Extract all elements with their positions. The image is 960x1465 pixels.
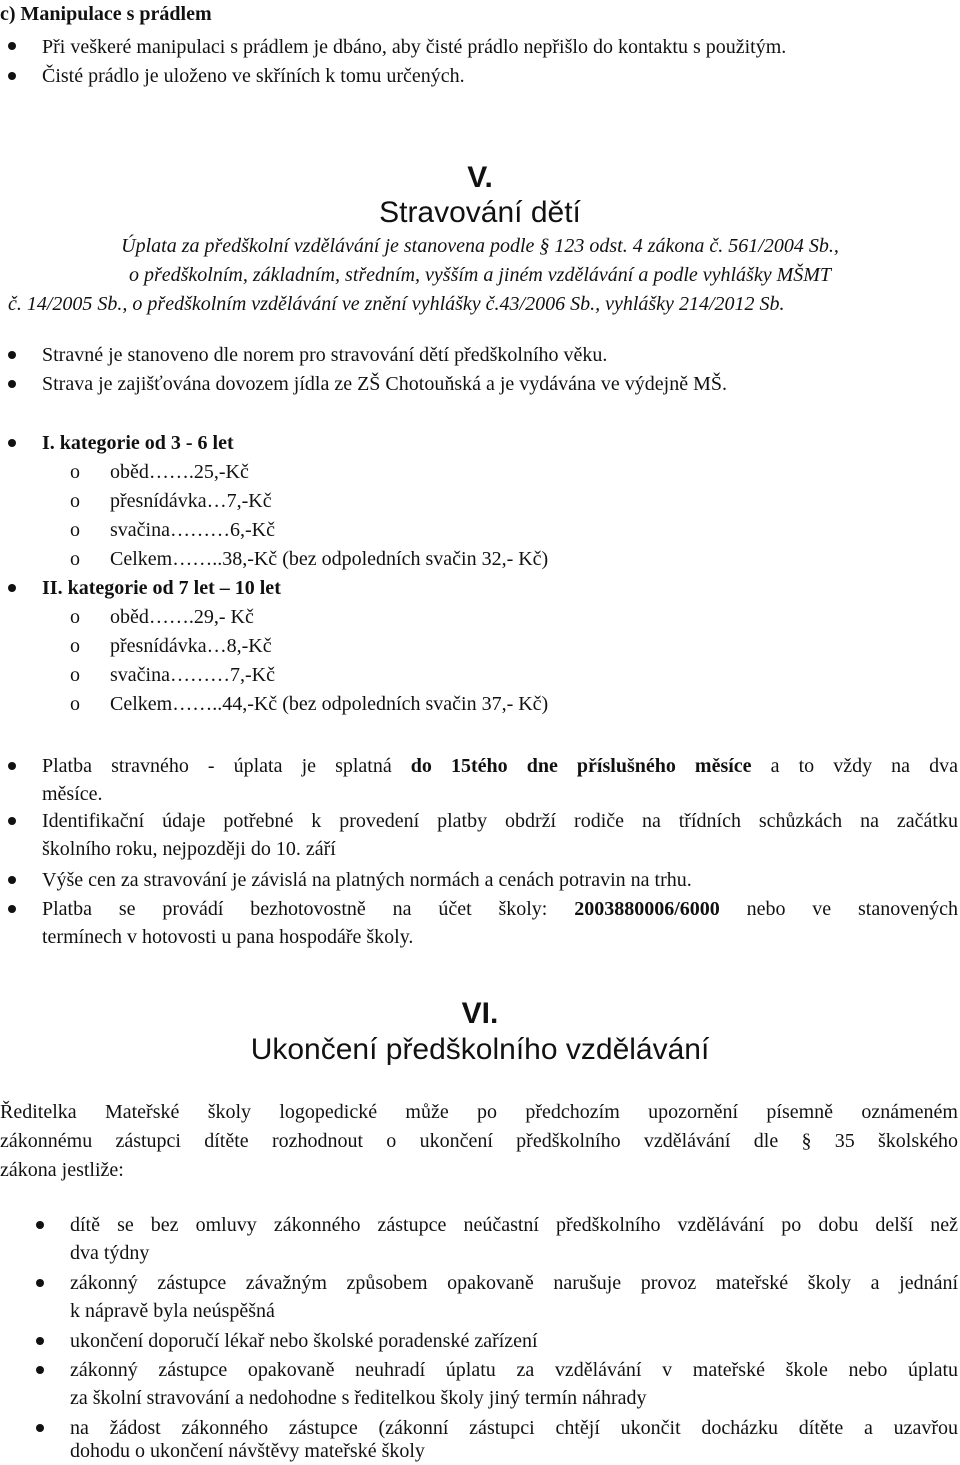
- legal-basis-line: č. 14/2005 Sb., o předškolním vzdělávání ve znění vyhlášky č.43/2006 Sb., vyhlášky 214/2012 Sb.: [8, 293, 785, 315]
- section-5-title: Stravování dětí: [379, 196, 581, 229]
- price-row: svačina………6,-Kč: [110, 519, 275, 541]
- bullet: [8, 817, 16, 825]
- bullet: [8, 876, 16, 884]
- bullet: [36, 1337, 44, 1345]
- bullet: [8, 584, 16, 592]
- sub-bullet: o: [70, 664, 80, 686]
- section-6-title: Ukončení předškolního vzdělávání: [250, 1033, 710, 1066]
- price-row: svačina………7,-Kč: [110, 664, 275, 686]
- termination-condition: na žádost zákonného zástupce (zákonní zástupci chtějí ukončit docházku dítěte a uzavřou: [70, 1417, 958, 1439]
- price-row: oběd…….29,- Kč: [110, 606, 254, 628]
- legal-basis-line: o předškolním, základním, středním, vyšším a jiném vzdělávání a podle vyhlášky MŠMT: [128, 264, 832, 286]
- bank-payment-text: Platba se provádí bezhotovostně na účet školy: 2003880006/6000 nebo ve stanovených: [42, 898, 958, 920]
- sub-bullet: o: [70, 490, 80, 512]
- termination-condition: zákonný zástupce opakovaně neuhradí úplatu za vzdělávání v mateřské škole nebo úplatu: [70, 1359, 958, 1381]
- identification-text: Identifikační údaje potřebné k provedení platby obdrží rodiče na třídních schůzkách na začátku: [42, 810, 958, 832]
- sub-bullet: o: [70, 519, 80, 541]
- termination-condition: ukončení doporučí lékař nebo školské poradenské zařízení: [70, 1330, 538, 1352]
- termination-condition: dítě se bez omluvy zákonného zástupce neúčastní předškolního vzdělávání po dobu delší než: [70, 1214, 958, 1236]
- termination-condition-cont: dva týdny: [70, 1242, 150, 1264]
- list-item: Při veškeré manipulaci s prádlem je dbáno, aby čisté prádlo nepřišlo do kontaktu s použitým.: [42, 36, 787, 58]
- price-note: Výše cen za stravování je závislá na platných normách a cenách potravin na trhu.: [42, 869, 692, 891]
- legal-basis-line: Úplata za předškolní vzdělávání je stanovena podle § 123 odst. 4 zákona č. 561/2004 Sb.,: [121, 235, 839, 257]
- bullet: [8, 762, 16, 770]
- bullet: [36, 1221, 44, 1229]
- bank-payment-text-cont: termínech v hotovosti u pana hospodáře školy.: [42, 926, 414, 948]
- bullet: [8, 351, 16, 359]
- price-row: přesnídávka…8,-Kč: [110, 635, 272, 657]
- termination-condition: zákonný zástupce závažným způsobem opakovaně narušuje provoz mateřské školy a jednání: [70, 1272, 958, 1294]
- termination-condition-cont: dohodu o ukončení návštěvy mateřské školy: [70, 1440, 425, 1462]
- bullet: [8, 72, 16, 80]
- bullet: [8, 439, 16, 447]
- section-c-heading: c) Manipulace s prádlem: [0, 3, 212, 25]
- termination-condition-cont: k nápravě byla neúspěšná: [70, 1300, 275, 1322]
- sub-bullet: o: [70, 548, 80, 570]
- bullet: [36, 1279, 44, 1287]
- price-total-row: Celkem……..44,-Kč (bez odpoledních svačin 37,- Kč): [110, 693, 549, 715]
- intro-paragraph-line: zákona jestliže:: [0, 1159, 124, 1181]
- payment-deadline: do 15tého dne příslušného měsíce: [410, 755, 752, 777]
- sub-bullet: o: [70, 693, 80, 715]
- intro-paragraph-line: Ředitelka Mateřské školy logopedické může po předchozím upozornění písemně oznámeném: [0, 1101, 958, 1123]
- list-item: Čisté prádlo je uloženo ve skříních k tomu určených.: [42, 65, 465, 87]
- intro-paragraph-line: zákonnému zástupci dítěte rozhodnout o ukončení předškolního vzdělávání dle § 35 školského: [0, 1130, 958, 1152]
- bullet: [36, 1424, 44, 1432]
- termination-condition-cont: za školní stravování a nedohodne s ředitelkou školy jiný termín náhrady: [70, 1387, 647, 1409]
- section-5-number: V.: [467, 161, 493, 194]
- category-2-title: II. kategorie od 7 let – 10 let: [42, 577, 281, 599]
- bullet: [8, 42, 16, 50]
- identification-text-cont: školního roku, nejpozději do 10. září: [42, 838, 336, 860]
- list-item: Strava je zajišťována dovozem jídla ze ZŠ Chotouňská a je vydávána ve výdejně MŠ.: [42, 373, 728, 395]
- bullet: [8, 380, 16, 388]
- price-row: přesnídávka…7,-Kč: [110, 490, 272, 512]
- category-1-title: I. kategorie od 3 - 6 let: [42, 432, 234, 454]
- price-row: oběd…….25,-Kč: [110, 461, 249, 483]
- bullet: [8, 905, 16, 913]
- payment-text-cont: měsíce.: [42, 783, 103, 805]
- account-number: 2003880006/6000: [574, 898, 720, 920]
- sub-bullet: o: [70, 606, 80, 628]
- section-6-number: VI.: [461, 997, 499, 1030]
- bullet: [36, 1366, 44, 1374]
- list-item: Stravné je stanoveno dle norem pro stravování dětí předškolního věku.: [42, 344, 608, 366]
- price-total-row: Celkem……..38,-Kč (bez odpoledních svačin 32,- Kč): [110, 548, 549, 570]
- sub-bullet: o: [70, 461, 80, 483]
- payment-text: Platba stravného - úplata je splatná do 15tého dne příslušného měsíce a to vždy na dva: [42, 755, 958, 777]
- sub-bullet: o: [70, 635, 80, 657]
